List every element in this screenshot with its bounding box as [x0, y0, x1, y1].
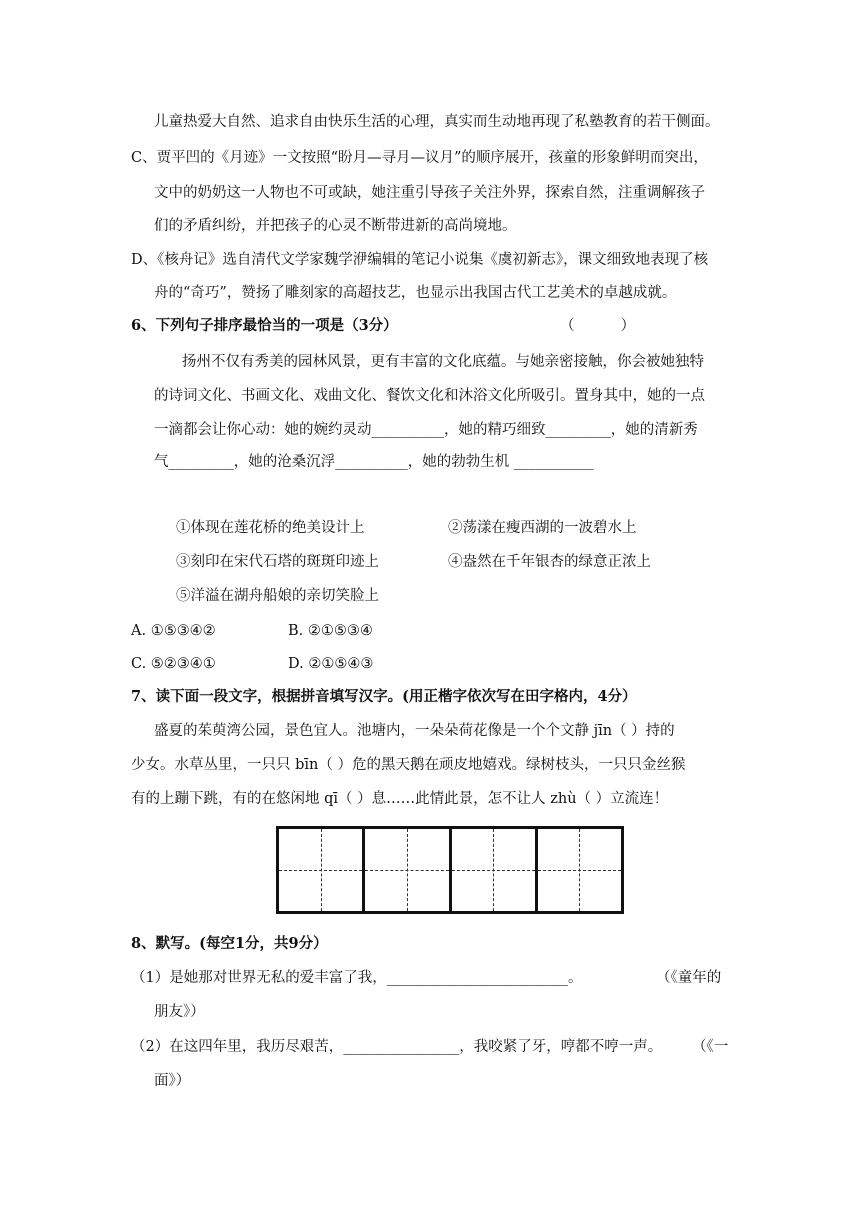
tianzige-cell[interactable]	[538, 829, 621, 911]
option-b-end: 儿童热爱大自然、追求自由快乐生活的心理，真实而生动地再现了私塾教育的若干侧面。	[154, 114, 720, 130]
question-7-title: 7、读下面一段文字，根据拼音填写汉字。(用正楷字依次写在田字格内，4分）	[131, 688, 637, 705]
question-8-source-2b: 面》）	[154, 1073, 191, 1089]
question-8-source-1b: 朋友》）	[154, 1004, 205, 1020]
question-6-passage-line-2: 的诗词文化、书画文化、戏曲文化、餐饮文化和沐浴文化所吸引。置身其中，她的一点	[154, 388, 705, 404]
option-d-line-1: D、《核舟记》选自清代文学家魏学洢编辑的笔记小说集《虞初新志》，课文细致地表现了核	[131, 252, 709, 268]
tianzige-cell[interactable]	[452, 829, 538, 911]
question-6-choice-c[interactable]: C. ⑤②③④①	[131, 656, 216, 672]
question-7-passage-line-2: 少女。水草丛里，一只只 bīn（ ）危的黑天鹅在顽皮地嬉戏。绿树枝头，一只只金丝猴	[131, 757, 686, 773]
tianzige-cell[interactable]	[365, 829, 451, 911]
question-6-choice-d[interactable]: D. ②①⑤④③	[288, 656, 374, 672]
question-6-item-1: ①体现在莲花桥的绝美设计上	[176, 520, 365, 536]
option-c-line-2: 文中的奶奶这一人物也不可或缺，她注重引导孩子关注外界，探索自然，注重调解孩子	[154, 185, 705, 201]
question-6-choice-a[interactable]: A. ①⑤③④②	[131, 623, 216, 639]
question-8-source-2a: （《一	[692, 1039, 729, 1055]
question-6-title: 6、下列句子排序最恰当的一项是（3分）	[131, 317, 398, 334]
tianzige-writing-grid	[276, 826, 624, 914]
option-c-line-1: C、贾平凹的《月迹》一文按照“盼月—寻月—议月”的顺序展开，孩童的形象鲜明而突出，	[131, 150, 708, 166]
tianzige-cell[interactable]	[279, 829, 365, 911]
option-d-line-2: 舟的“奇巧”，赞扬了雕刻家的高超技艺，也显示出我国古代工艺美术的卓越成就。	[154, 285, 677, 301]
question-6-item-3: ③刻印在宋代石塔的斑斑印迹上	[176, 554, 379, 570]
question-7-passage-line-1: 盛夏的茱萸湾公园，景色宜人。池塘内，一朵朵荷花像是一个个文静 jīn（ ）持的	[154, 723, 675, 739]
question-7-passage-line-3: 有的上蹦下跳，有的在悠闲地 qī（ ）息……此情此景，怎不让人 zhù（ ）立流连！	[131, 791, 669, 807]
question-6-passage-line-4: 气_________，她的沧桑沉浮__________，她的勃勃生机 ___________	[154, 454, 594, 470]
question-6-passage-line-3: 一滴都会让你心动：她的婉约灵动__________，她的精巧细致_________，她的清新秀	[154, 422, 698, 438]
question-6-item-5: ⑤洋溢在湖舟船娘的亲切笑脸上	[176, 588, 379, 604]
question-8-source-1a: （《童年的	[656, 970, 722, 986]
question-6-passage-line-1: 扬州不仅有秀美的园林风景，更有丰富的文化底蕴。与她亲密接触，你会被她独特	[182, 354, 704, 370]
question-6-choice-b[interactable]: B. ②①⑤③④	[288, 623, 373, 639]
option-c-line-3: 们的矛盾纠纷，并把孩子的心灵不断带进新的高尚境地。	[154, 218, 517, 234]
question-8-sentence-2: （2）在这四年里，我历尽艰苦，________________，我咬紧了牙，哼都不哼一声。	[131, 1039, 663, 1055]
question-6-item-2: ②荡漾在瘦西湖的一波碧水上	[448, 520, 637, 536]
question-8-sentence-1: （1）是她那对世界无私的爱丰富了我，_________________________。	[131, 970, 583, 986]
question-6-item-4: ④盎然在千年银杏的绿意正浓上	[448, 554, 651, 570]
question-8-title: 8、默写。(每空1分，共9分）	[131, 935, 328, 952]
question-6-answer-paren[interactable]: （ ）	[560, 318, 636, 334]
